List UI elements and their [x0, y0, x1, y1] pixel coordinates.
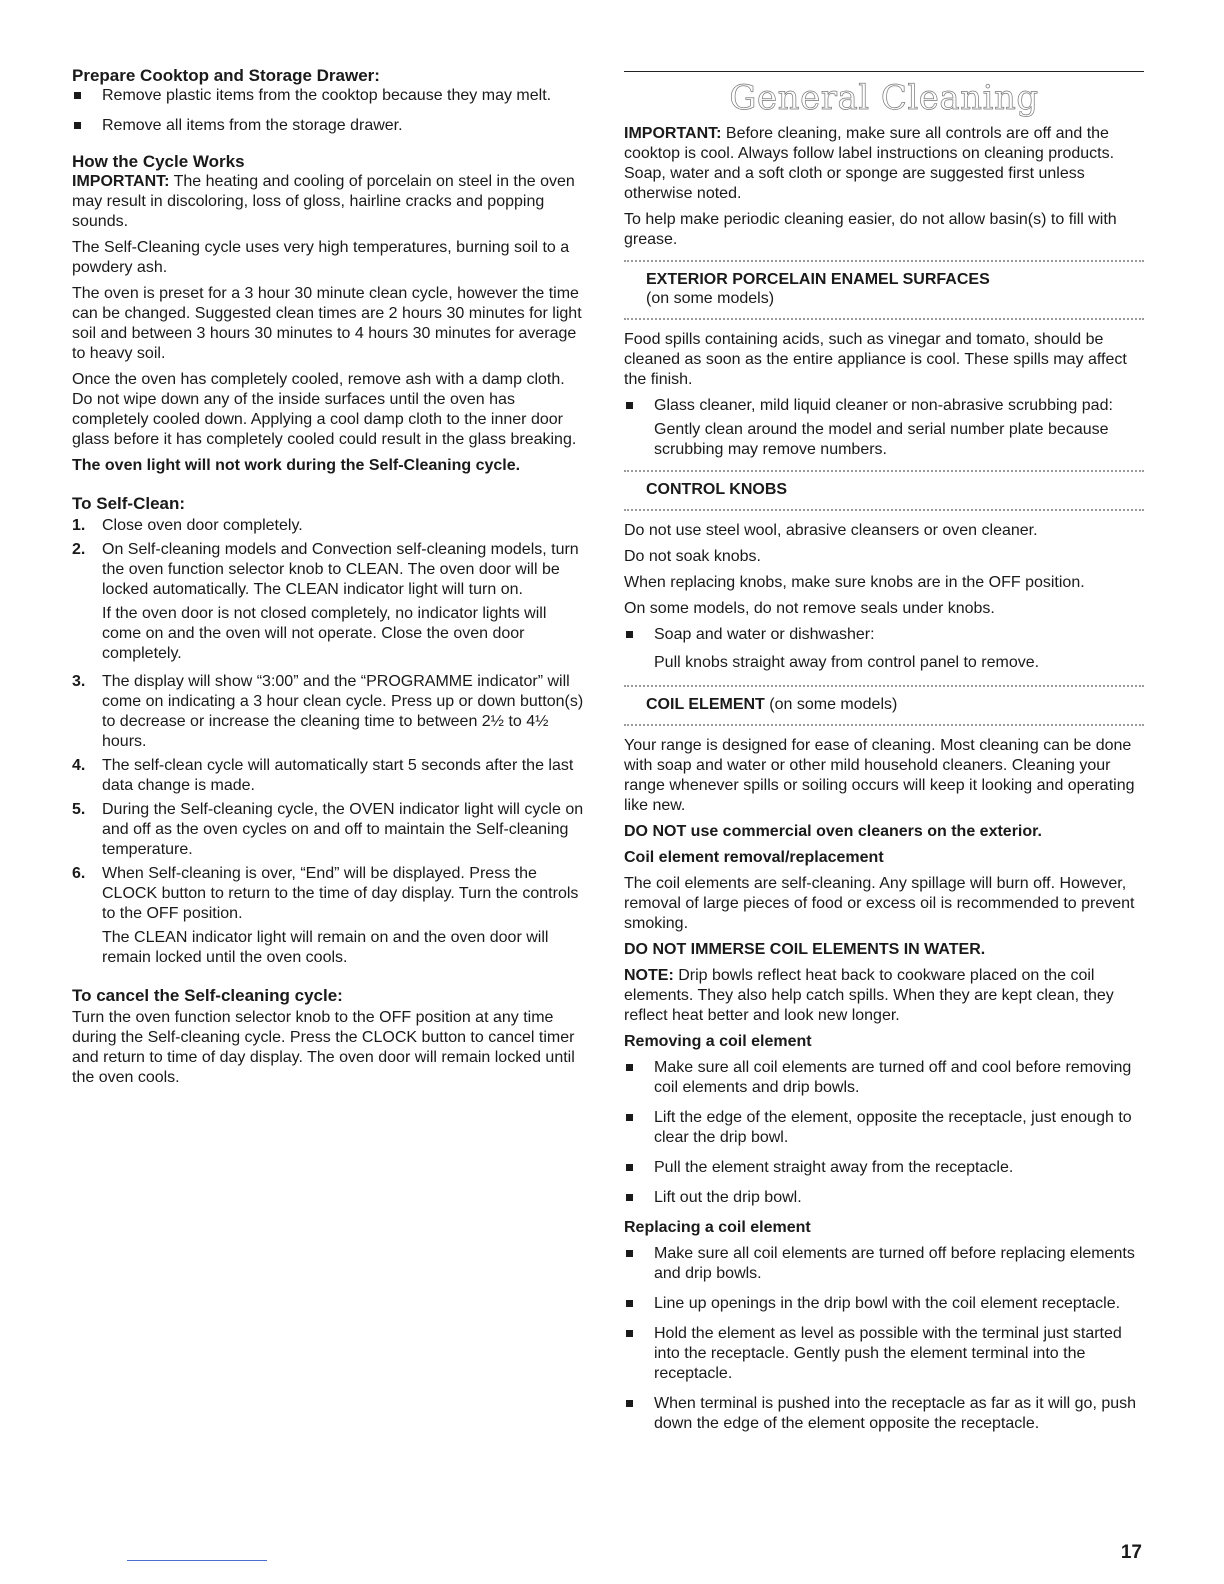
coil-intro: Your range is designed for ease of cleaning. Most cleaning can be done with soap and water or other mild household cleaners. Cleaning your range whenever spills or soiling occurs will keep it looking and operating like new. [624, 737, 1135, 814]
coil-warning: DO NOT use commercial oven cleaners on the exterior. [624, 823, 1042, 840]
step-item [72, 756, 588, 796]
step-text: The self-clean cycle will automatically start 5 seconds after the last data change is made. [102, 757, 574, 794]
step-text: Close oven door completely. [102, 517, 303, 534]
important-text: The heating and cooling of porcelain on steel in the oven may result in discoloring, loss of gloss, hairline cracks and popping sounds. [72, 173, 575, 230]
footer-line [127, 1560, 267, 1561]
dotted-divider [624, 260, 1144, 262]
list-item: Hold the element as level as possible with the terminal just started into the receptacle. Gently push the element terminal into the receptacle. [624, 1324, 1144, 1384]
important-label: IMPORTANT: [624, 125, 722, 142]
list-item: Remove plastic items from the cooktop because they may melt. [72, 86, 588, 106]
step-text: During the Self-cleaning cycle, the OVEN indicator light will cycle on and off as the oven cycles on and off to maintain the Self-cleaning temperature. [102, 801, 584, 858]
list-item: Make sure all coil elements are turned off and cool before removing coil elements and drip bowls. [624, 1058, 1144, 1098]
knobs-line: When replacing knobs, make sure knobs are in the OFF position. [624, 574, 1085, 591]
knobs-line: Do not soak knobs. [624, 548, 761, 565]
section-rule [624, 71, 1144, 72]
important-label: IMPORTANT: [72, 173, 170, 190]
list-item: When terminal is pushed into the receptacle as far as it will go, push down the edge of the element opposite the receptacle. [624, 1394, 1144, 1434]
how-paragraph: The Self-Cleaning cycle uses very high temperatures, burning soil to a powdery ash. [72, 239, 570, 276]
step-note: The CLEAN indicator light will remain on and the oven door will remain locked until the oven cools. [102, 929, 549, 966]
list-item: Pull the element straight away from the receptacle. [624, 1158, 1144, 1178]
step-number: 5. [72, 801, 86, 818]
step-note: If the oven door is not closed completely, no indicator lights will come on and the oven will not operate. Close the oven door completely. [102, 605, 547, 662]
immerse-warning: DO NOT IMMERSE COIL ELEMENTS IN WATER. [624, 941, 986, 958]
list-item: Soap and water or dishwasher: [624, 625, 1144, 645]
dotted-divider [624, 509, 1144, 511]
list-item: Remove all items from the storage drawer. [72, 116, 588, 136]
list-item: Lift out the drip bowl. [624, 1188, 1144, 1208]
right-column [624, 71, 1144, 1444]
replacing-heading: Replacing a coil element [624, 1219, 811, 1236]
dotted-divider [624, 470, 1144, 472]
step-text: On Self-cleaning models and Convection self-cleaning models, turn the oven function selector knob to CLEAN. The oven door will be locked automatically. The CLEAN indicator light will turn on. [102, 541, 579, 598]
step-item [72, 540, 588, 600]
exterior-text: Food spills containing acids, such as vinegar and tomato, should be cleaned as soon as the entire appliance is cool. These spills may affect the finish. [624, 331, 1127, 388]
step-number: 1. [72, 517, 86, 534]
knobs-heading: CONTROL KNOBS [646, 481, 788, 498]
how-paragraph: The oven is preset for a 3 hour 30 minute clean cycle, however the time can be changed. Suggested clean times are 2 hours 30 minutes for light soil and between 3 hours 30 minutes to 4 hours 30 minutes for average to heavy soil. [72, 285, 582, 362]
general-important [624, 124, 1144, 204]
how-important [72, 172, 588, 232]
self-clean-heading: To Self-Clean: [72, 494, 186, 513]
dotted-divider [624, 318, 1144, 320]
step-item [72, 516, 588, 536]
step-item [72, 800, 588, 860]
note-text: Drip bowls reflect heat back to cookware placed on the coil elements. They also help catch spills. When they are kept clean, they reflect heat better and look new longer. [624, 967, 1114, 1024]
coil-heading-sub: (on some models) [764, 696, 898, 713]
how-paragraph: Once the oven has completely cooled, remove ash with a damp cloth. Do not wipe down any of the inside surfaces until the oven has completely cooled down. Applying a cool damp cloth to the inner door glass before it has completely cooled could result in the glass breaking. [72, 371, 577, 448]
step-item [72, 672, 588, 752]
step-text: When Self-cleaning is over, “End” will be displayed. Press the CLOCK button to return to the time of day display. Turn the controls to the OFF position. [102, 865, 579, 922]
step-number: 4. [72, 757, 86, 774]
list-item: Glass cleaner, mild liquid cleaner or non-abrasive scrubbing pad: [624, 396, 1144, 416]
step-text: The display will show “3:00” and the “PROGRAMME indicator” will come on indicating a 3 hour clean cycle. Press up or down button(s) to decrease or increase the cleaning time to between 2½ to 4½ hours. [102, 673, 584, 750]
list-item-note: Gently clean around the model and serial number plate because scrubbing may remove numbers. [654, 421, 1109, 458]
cancel-heading: To cancel the Self-cleaning cycle: [72, 986, 343, 1005]
prepare-heading: Prepare Cooktop and Storage Drawer: [72, 66, 380, 85]
dotted-divider [624, 685, 1144, 687]
how-cycle-heading: How the Cycle Works [72, 152, 245, 171]
important-text: Before cleaning, make sure all controls are off and the cooktop is cool. Always follow label instructions on cleaning products. Soap, water and a soft cloth or sponge are suggested first unless otherwise noted. [624, 125, 1115, 202]
dotted-divider [624, 724, 1144, 726]
removal-text: The coil elements are self-cleaning. Any spillage will burn off. However, removal of large pieces of food or excess oil is recommended to prevent smoking. [624, 875, 1135, 932]
cancel-text: Turn the oven function selector knob to the OFF position at any time during the Self-cleaning cycle. Press the CLOCK button to cancel timer and return to time of day display. The oven door will remain locked until the oven cools. [72, 1009, 575, 1086]
step-item [72, 864, 588, 924]
exterior-heading-sub: (on some models) [646, 290, 775, 307]
knobs-line: On some models, do not remove seals under knobs. [624, 600, 995, 617]
exterior-heading-title: EXTERIOR PORCELAIN ENAMEL SURFACES [646, 271, 990, 288]
coil-heading-title: COIL ELEMENT [646, 696, 765, 713]
list-item: Line up openings in the drip bowl with the coil element receptacle. [624, 1294, 1144, 1314]
step-number: 6. [72, 865, 86, 882]
list-item-note: Pull knobs straight away from control panel to remove. [654, 654, 1040, 671]
exterior-heading [624, 264, 1144, 312]
left-column [72, 66, 588, 1094]
page-number: 17 [1120, 1542, 1142, 1563]
removal-heading: Coil element removal/replacement [624, 849, 884, 866]
step-number: 3. [72, 673, 86, 690]
coil-heading [624, 689, 1144, 718]
coil-note [624, 966, 1144, 1026]
periodic-text: To help make periodic cleaning easier, do not allow basin(s) to fill with grease. [624, 211, 1117, 248]
knobs-line: Do not use steel wool, abrasive cleansers or oven cleaner. [624, 522, 1038, 539]
oven-light-note: The oven light will not work during the Self-Cleaning cycle. [72, 457, 521, 474]
step-number: 2. [72, 541, 86, 558]
note-label: NOTE: [624, 967, 674, 984]
list-item: Make sure all coil elements are turned off before replacing elements and drip bowls. [624, 1244, 1144, 1284]
section-title: General Cleaning [729, 78, 1039, 118]
removing-heading: Removing a coil element [624, 1033, 812, 1050]
list-item: Lift the edge of the element, opposite the receptacle, just enough to clear the drip bowl. [624, 1108, 1144, 1148]
